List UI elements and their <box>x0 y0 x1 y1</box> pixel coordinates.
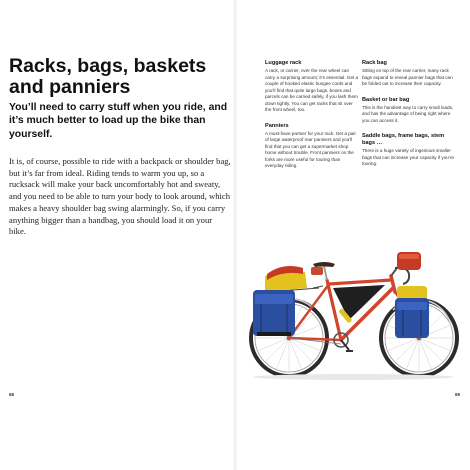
page-number-right: 69 <box>454 392 460 397</box>
front-pannier <box>395 286 429 338</box>
entry-panniers <box>265 123 360 170</box>
entry-text: A must-have partner for your rack. Get a pair of large waterproof rear panniers and you’ll find that you can get a supermarket shop home without trouble. Front panniers on the forks are more useful for touring than everyday riding. <box>265 130 356 168</box>
page-title: Racks, bags, baskets and panniers <box>9 55 207 98</box>
page-number-left: 68 <box>9 392 15 397</box>
entry-text: Sitting on top of the rear carrier, many rack bags expand to reveal pannier bags that can be folded out to increase their capacity. <box>362 68 453 86</box>
body-paragraph: It is, of course, possible to ride with a backpack or shoulder bag, but it’s far from ideal. Riding tends to warm you up, so a rucksack will make your back uncomfortably hot and sweaty, and you need to be able to turn your body to look around, which makes a heavy shoulder bag swing alarmingly. So, if you carry anything bigger than a handbag, you should load it on your bike. <box>9 156 231 237</box>
entry-heading: Panniers <box>265 122 289 129</box>
saddle <box>313 262 335 267</box>
entry-saddle-frame-stem-bags <box>362 133 457 168</box>
entry-rack-bag <box>362 60 457 88</box>
entry-heading: Saddle bags, frame bags, stem bags … <box>362 133 445 146</box>
entry-heading: Rack bag <box>362 60 387 66</box>
saddle-bag <box>311 267 323 275</box>
entry-heading: Luggage rack <box>265 60 302 66</box>
rear-pannier <box>253 290 295 336</box>
standfirst: You’ll need to carry stuff when you ride, and it’s much better to load up the bike than yourself. <box>9 102 228 140</box>
right-page <box>235 0 470 470</box>
entry-basket-or-bar-bag <box>362 97 457 125</box>
entry-text: A rack, or carrier, over the rear wheel can carry a surprising amount; it’s essential. Get a couple of hooked elastic bungee cords and you’ll find that quite large bags, boxes and parcels can be carried safely, if you lash them down tightly. You can get racks that sit over the front wheel, too. <box>265 68 359 112</box>
entry-text: There is a huge variety of ingenious smaller bags that can increase your capacity if you’re touring. <box>362 148 454 166</box>
sidebar-column-right <box>362 60 457 177</box>
entry-text: This is the handiest way to carry small loads, and has the advantage of being right where you can access it. <box>362 104 454 123</box>
sidebar-column-left <box>265 60 360 179</box>
handlebar-bag <box>397 252 421 270</box>
entry-heading: Basket or bar bag <box>362 96 410 103</box>
entry-luggage-rack <box>265 60 360 114</box>
touring-bike-illustration <box>243 246 469 386</box>
